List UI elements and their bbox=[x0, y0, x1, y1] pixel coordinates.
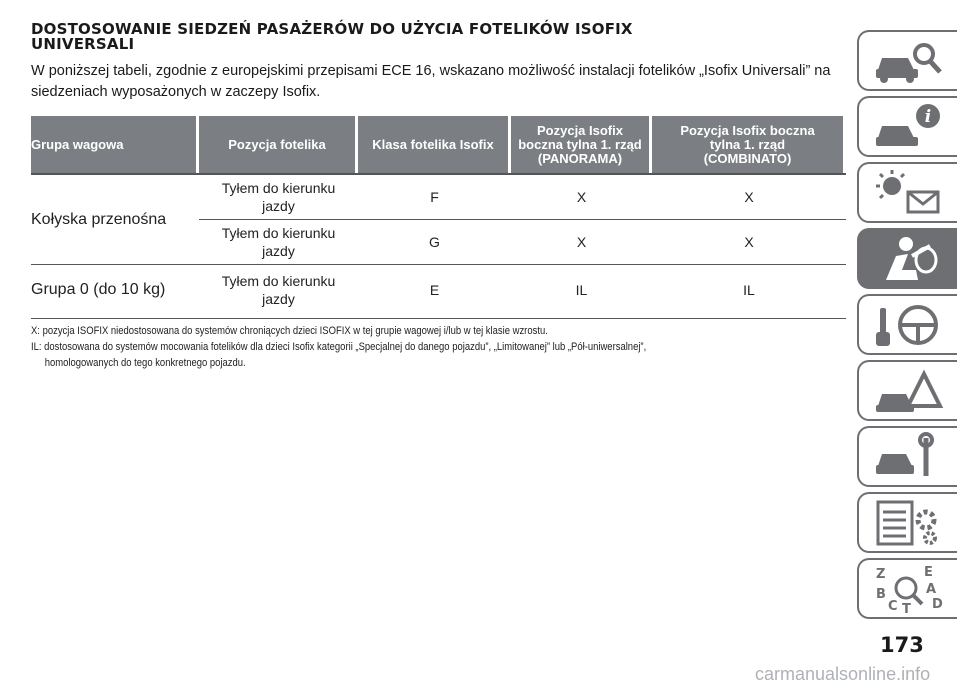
class-cell: E bbox=[429, 282, 440, 298]
position-cell: Tyłem do kierunku jazdy bbox=[221, 225, 336, 259]
tab-safety[interactable] bbox=[857, 228, 957, 289]
class-cell: G bbox=[429, 234, 440, 250]
position-cell: Tyłem do kierunku jazdy bbox=[221, 180, 336, 214]
table-group-group0 bbox=[31, 265, 846, 315]
roadside-warning-icon bbox=[872, 366, 944, 416]
table-group-carrycot bbox=[31, 175, 846, 264]
tab-alphabetical-index[interactable] bbox=[857, 558, 957, 619]
index-letter-t: T bbox=[902, 601, 911, 614]
tech-specs-icon bbox=[872, 498, 944, 548]
page-number: 173 bbox=[880, 633, 924, 657]
table-bottom-divider bbox=[31, 318, 846, 319]
tab-starting-driving[interactable] bbox=[857, 294, 957, 355]
panorama-cell: IL bbox=[575, 282, 588, 298]
tab-car-info[interactable] bbox=[857, 96, 957, 157]
section-heading-line1: DOSTOSOWANIE SIEDZEŃ PASAŻERÓW DO UŻYCIA FOTELIKÓW ISOFIX bbox=[31, 20, 633, 38]
footnote-il-line1: IL: dostosowana do systemów mocowania fotelików dla dzieci Isofix kategorii „Specjalnej do danego pojazdu”, „Limitowanej” lub „Pół-uniwersalnej”, bbox=[31, 341, 647, 353]
table-row bbox=[199, 175, 846, 219]
table-header-row bbox=[31, 116, 846, 173]
intro-paragraph: W poniższej tabeli, zgodnie z europejskimi przepisami ECE 16, wskazano możliwość instalacji fotelików „Isofix Universali” na siedzeniach wyposażonych w zaczepy Isofix. bbox=[31, 63, 831, 100]
car-service-icon bbox=[872, 432, 944, 482]
warning-lights-icon bbox=[872, 168, 944, 218]
section-heading-line2: UNIVERSALI bbox=[31, 35, 135, 53]
combinato-cell: IL bbox=[743, 282, 755, 298]
header-isofix-class: Klasa fotelika Isofix bbox=[358, 116, 508, 173]
position-cell: Tyłem do kierunku jazdy bbox=[221, 273, 336, 307]
table-row bbox=[199, 220, 846, 264]
footnotes bbox=[31, 323, 719, 371]
table-row bbox=[199, 265, 846, 315]
index-letter-a: A bbox=[926, 581, 937, 597]
index-letter-b: B bbox=[876, 586, 886, 602]
header-combinato: Pozycja Isofix boczna tylna 1. rząd (COMBINATO) bbox=[652, 116, 843, 173]
footnote-x: X: pozycja ISOFIX niedostosowana do systemów chroniących dzieci ISOFIX w tej grupie wagowej i/lub w tej klasie wzrostu. bbox=[31, 325, 548, 337]
header-seat-position: Pozycja fotelika bbox=[199, 116, 355, 173]
tab-car-search[interactable] bbox=[857, 30, 957, 91]
group-name-cell: Grupa 0 (do 10 kg) bbox=[31, 281, 166, 298]
isofix-table bbox=[31, 116, 846, 319]
footnote-il-line2: homologowanych do tego konkretnego pojazdu. bbox=[44, 357, 246, 369]
car-info-icon bbox=[872, 102, 944, 152]
panorama-cell: X bbox=[576, 234, 587, 250]
tab-emergency[interactable] bbox=[857, 360, 957, 421]
tab-technical-data[interactable] bbox=[857, 492, 957, 553]
index-letter-d: D bbox=[932, 596, 943, 612]
alphabetical-index-icon bbox=[872, 564, 944, 614]
panorama-cell: X bbox=[576, 189, 587, 205]
svg-text:i: i bbox=[924, 106, 932, 127]
combinato-cell: X bbox=[744, 189, 754, 205]
section-heading bbox=[31, 22, 811, 52]
footnote-il bbox=[31, 339, 719, 371]
tab-warning-lights[interactable] bbox=[857, 162, 957, 223]
watermark: carmanualsonline.info bbox=[755, 664, 931, 684]
index-letter-z: Z bbox=[876, 566, 886, 582]
key-steering-wheel-icon bbox=[872, 300, 944, 350]
class-cell: F bbox=[430, 189, 439, 205]
group-name-cell: Kołyska przenośna bbox=[31, 210, 167, 228]
index-letter-e: E bbox=[924, 564, 933, 580]
car-search-icon bbox=[872, 36, 944, 86]
header-panorama: Pozycja Isofix boczna tylna 1. rząd (PANORAMA) bbox=[511, 116, 649, 173]
tab-maintenance[interactable] bbox=[857, 426, 957, 487]
airbag-seat-icon bbox=[872, 234, 944, 284]
header-weight-group: Grupa wagowa bbox=[31, 116, 196, 173]
index-letter-c: C bbox=[888, 598, 898, 614]
combinato-cell: X bbox=[744, 234, 754, 250]
